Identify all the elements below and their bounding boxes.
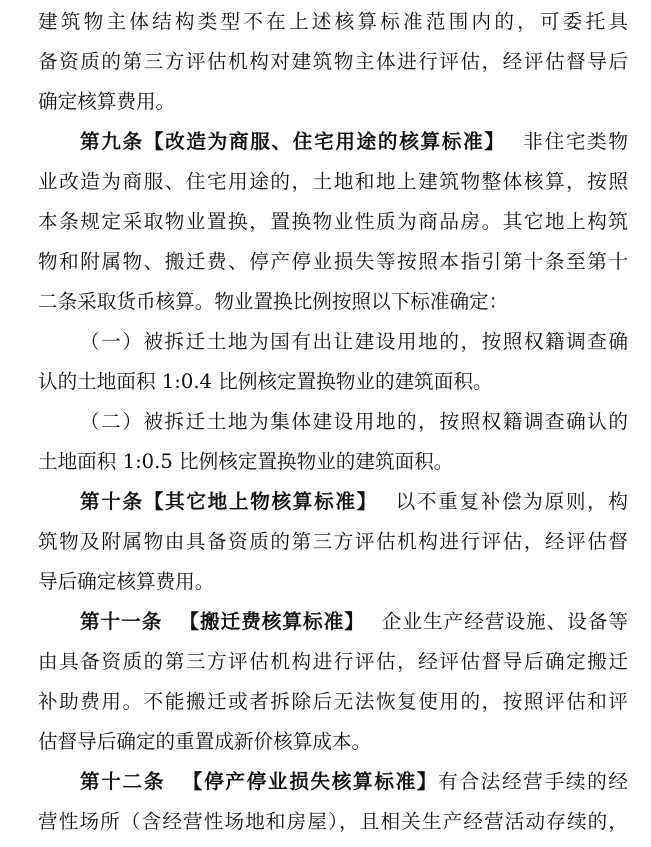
article-10-heading: 第十条【其它地上物核算标准】 xyxy=(80,490,378,513)
article-10-line-3 xyxy=(38,568,628,596)
article-9-line-3 xyxy=(38,208,628,236)
article-11-number: 第十一条 xyxy=(80,610,163,633)
text: 非住宅类物 xyxy=(521,130,628,153)
text: 确定核算费用。 xyxy=(38,90,176,113)
article-11-heading-line xyxy=(80,608,628,636)
text: 有合法经营手续的经 xyxy=(438,770,628,793)
text: 业改造为商服、住宅用途的，土地和地上建筑物整体核算，按照 xyxy=(38,170,628,193)
text: 本条规定采取物业置换，置换物业性质为商品房。其它地上构筑 xyxy=(38,210,628,233)
article-9-heading-line xyxy=(80,128,628,156)
article-9-line-2 xyxy=(38,168,628,196)
article-9-line-5 xyxy=(38,288,628,316)
text: 备资质的第三方评估机构对建筑物主体进行评估，经评估督导后 xyxy=(38,50,628,73)
article-9-heading: 第九条【改造为商服、住宅用途的核算标准】 xyxy=(80,130,506,153)
text: 导后确定核算费用。 xyxy=(38,570,215,593)
text: 以不重复补偿为原则，构 xyxy=(393,490,628,513)
article-11-line-2 xyxy=(38,648,628,676)
text: 补助费用。不能搬迁或者拆除后无法恢复使用的，按照评估和评 xyxy=(38,690,628,713)
item-2-line-1 xyxy=(80,408,628,436)
text: 企业生产经营设施、设备等 xyxy=(380,610,628,633)
text: （二）被拆迁土地为集体建设用地的，按照权籍调查确认的 xyxy=(80,410,628,433)
para-8-line-3 xyxy=(38,88,628,116)
article-11-line-4 xyxy=(38,728,628,756)
article-11-line-3 xyxy=(38,688,628,716)
article-12-line-2 xyxy=(38,808,628,836)
text: 土地面积 1:0.5 比例核定置换物业的建筑面积。 xyxy=(38,450,454,473)
text: 营性场所（含经营性场地和房屋），且相关生产经营活动存续的， xyxy=(38,810,628,833)
para-8-line-1 xyxy=(38,8,628,36)
text: 二条采取货币核算。物业置换比例按照以下标准确定： xyxy=(38,290,509,313)
text: 估督导后确定的重置成新价核算成本。 xyxy=(38,730,372,753)
para-8-line-2 xyxy=(38,48,628,76)
article-10-heading-line xyxy=(80,488,628,516)
article-10-line-2 xyxy=(38,528,628,556)
item-1-line-1 xyxy=(80,328,628,356)
text: 认的土地面积 1:0.4 比例核定置换物业的建筑面积。 xyxy=(38,370,493,393)
text: （一）被拆迁土地为国有出让建设用地的，按照权籍调查确 xyxy=(80,330,628,353)
text: 由具备资质的第三方评估机构进行评估，经评估督导后确定搬迁 xyxy=(38,650,628,673)
article-11-heading: 【搬迁费核算标准】 xyxy=(178,610,365,633)
article-12-heading: 【停产停业损失核算标准】 xyxy=(181,770,439,793)
item-2-line-2 xyxy=(38,448,628,476)
article-9-line-4 xyxy=(38,248,628,276)
article-12-number: 第十二条 xyxy=(80,770,166,793)
article-12-heading-line xyxy=(80,768,628,796)
text: 物和附属物、搬迁费、停产停业损失等按照本指引第十条至第十 xyxy=(38,250,628,273)
text: 建筑物主体结构类型不在上述核算标准范围内的，可委托具 xyxy=(38,10,628,33)
item-1-line-2 xyxy=(38,368,628,396)
text: 筑物及附属物由具备资质的第三方评估机构进行评估，经评估督 xyxy=(38,530,628,553)
